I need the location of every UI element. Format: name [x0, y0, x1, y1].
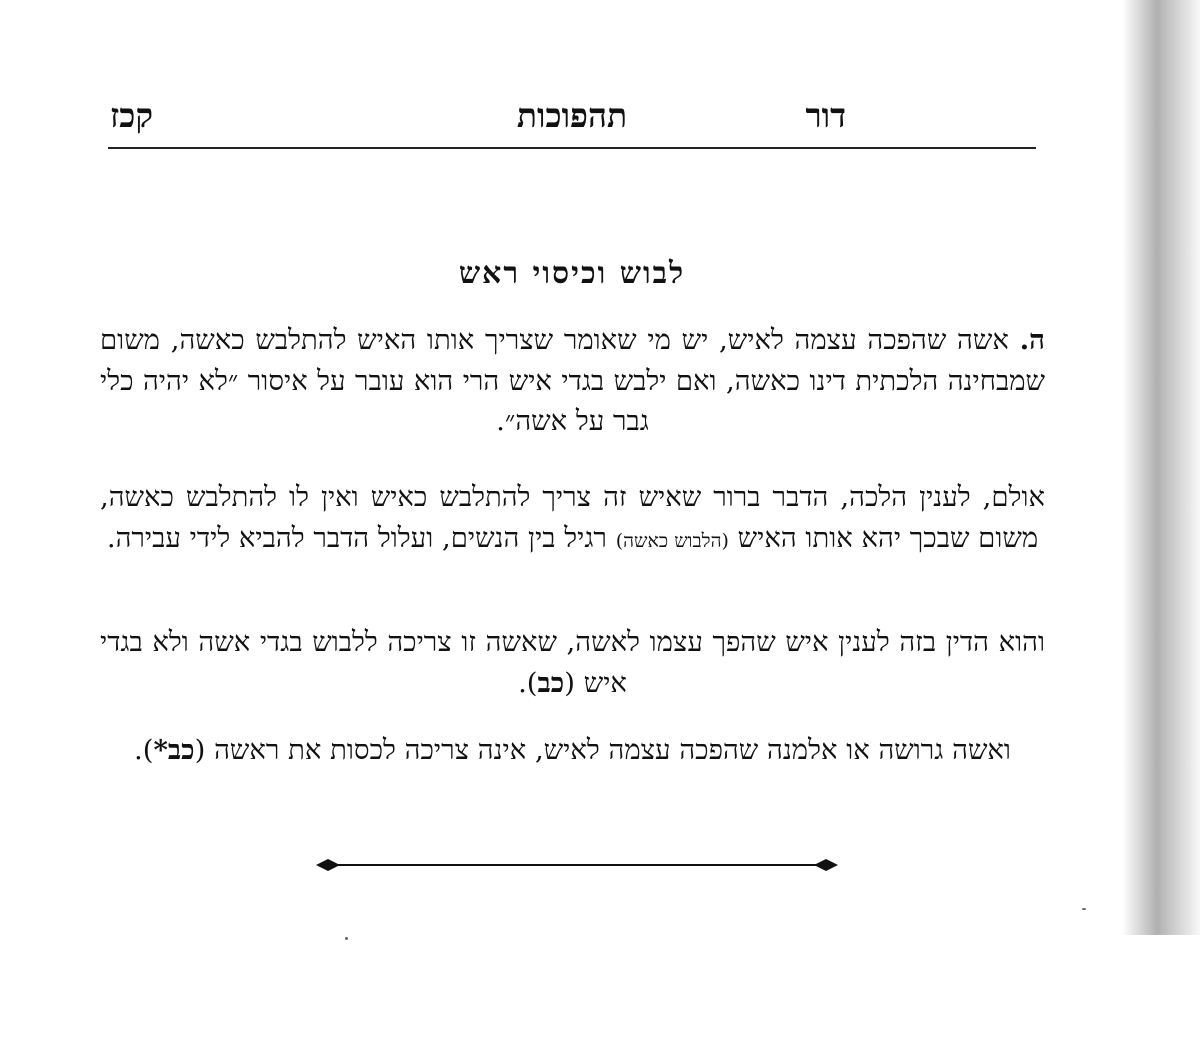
paragraph-text: אולם, לענין הלכה, הדבר ברור שאיש זה צריך להתלבש כאיש ואין לו להתלבש כאשה, משום שבכך יהא אותו האיש	[100, 481, 1045, 554]
paragraph-text-continued: רגיל בין הנשים, ועלול הדבר להביא לידי עבירה.	[106, 521, 616, 554]
paragraph-text: והוא הדין בזה לענין איש שהפך עצמו לאשה, שאשה זו צריכה ללבוש בגדי אשה ולא בגדי איש	[100, 626, 1045, 699]
header-book-title-center: תהפוכות	[516, 96, 628, 135]
ornamental-divider	[314, 853, 840, 877]
paragraph-text: ואשה גרושה או אלמנה שהפכה עצמה לאיש, אינה צריכה לכסות את ראשה	[205, 734, 1011, 766]
paragraph-1	[100, 320, 1045, 442]
footnote-ref-close: ).	[134, 734, 154, 766]
running-header	[108, 92, 1036, 148]
paragraph-4	[100, 730, 1045, 771]
section-title: לבוש וכיסוי ראש	[458, 256, 686, 291]
page-number: קכז	[110, 96, 153, 135]
scan-speck	[1082, 908, 1086, 910]
scan-speck	[345, 937, 348, 940]
footnote-ref-open: (	[194, 734, 206, 766]
paragraph-3	[100, 622, 1045, 703]
footnote-ref-close: ).	[518, 666, 538, 699]
paragraph-2	[100, 477, 1045, 561]
page-binding-shadow	[1122, 0, 1200, 935]
paragraph-marker: ה.	[1019, 324, 1045, 356]
footnote-ref: כב	[537, 666, 565, 699]
header-book-title-right: דור	[805, 96, 846, 135]
parenthetical-note: (הלבוש כאשה)	[615, 529, 729, 552]
footnote-ref-open: (	[564, 666, 575, 699]
paragraph-text: אשה שהפכה עצמה לאיש, יש מי שאומר שצריך אותו האיש להתלבש כאשה, משום שמבחינה הלכתית דינו כאשה, ואם ילבש בגדי איש הרי הוא עובר על איסור ״לא יהיה כלי גבר על אשה״.	[100, 324, 1045, 437]
footnote-ref: כב*	[153, 734, 195, 766]
header-rule	[108, 147, 1036, 149]
